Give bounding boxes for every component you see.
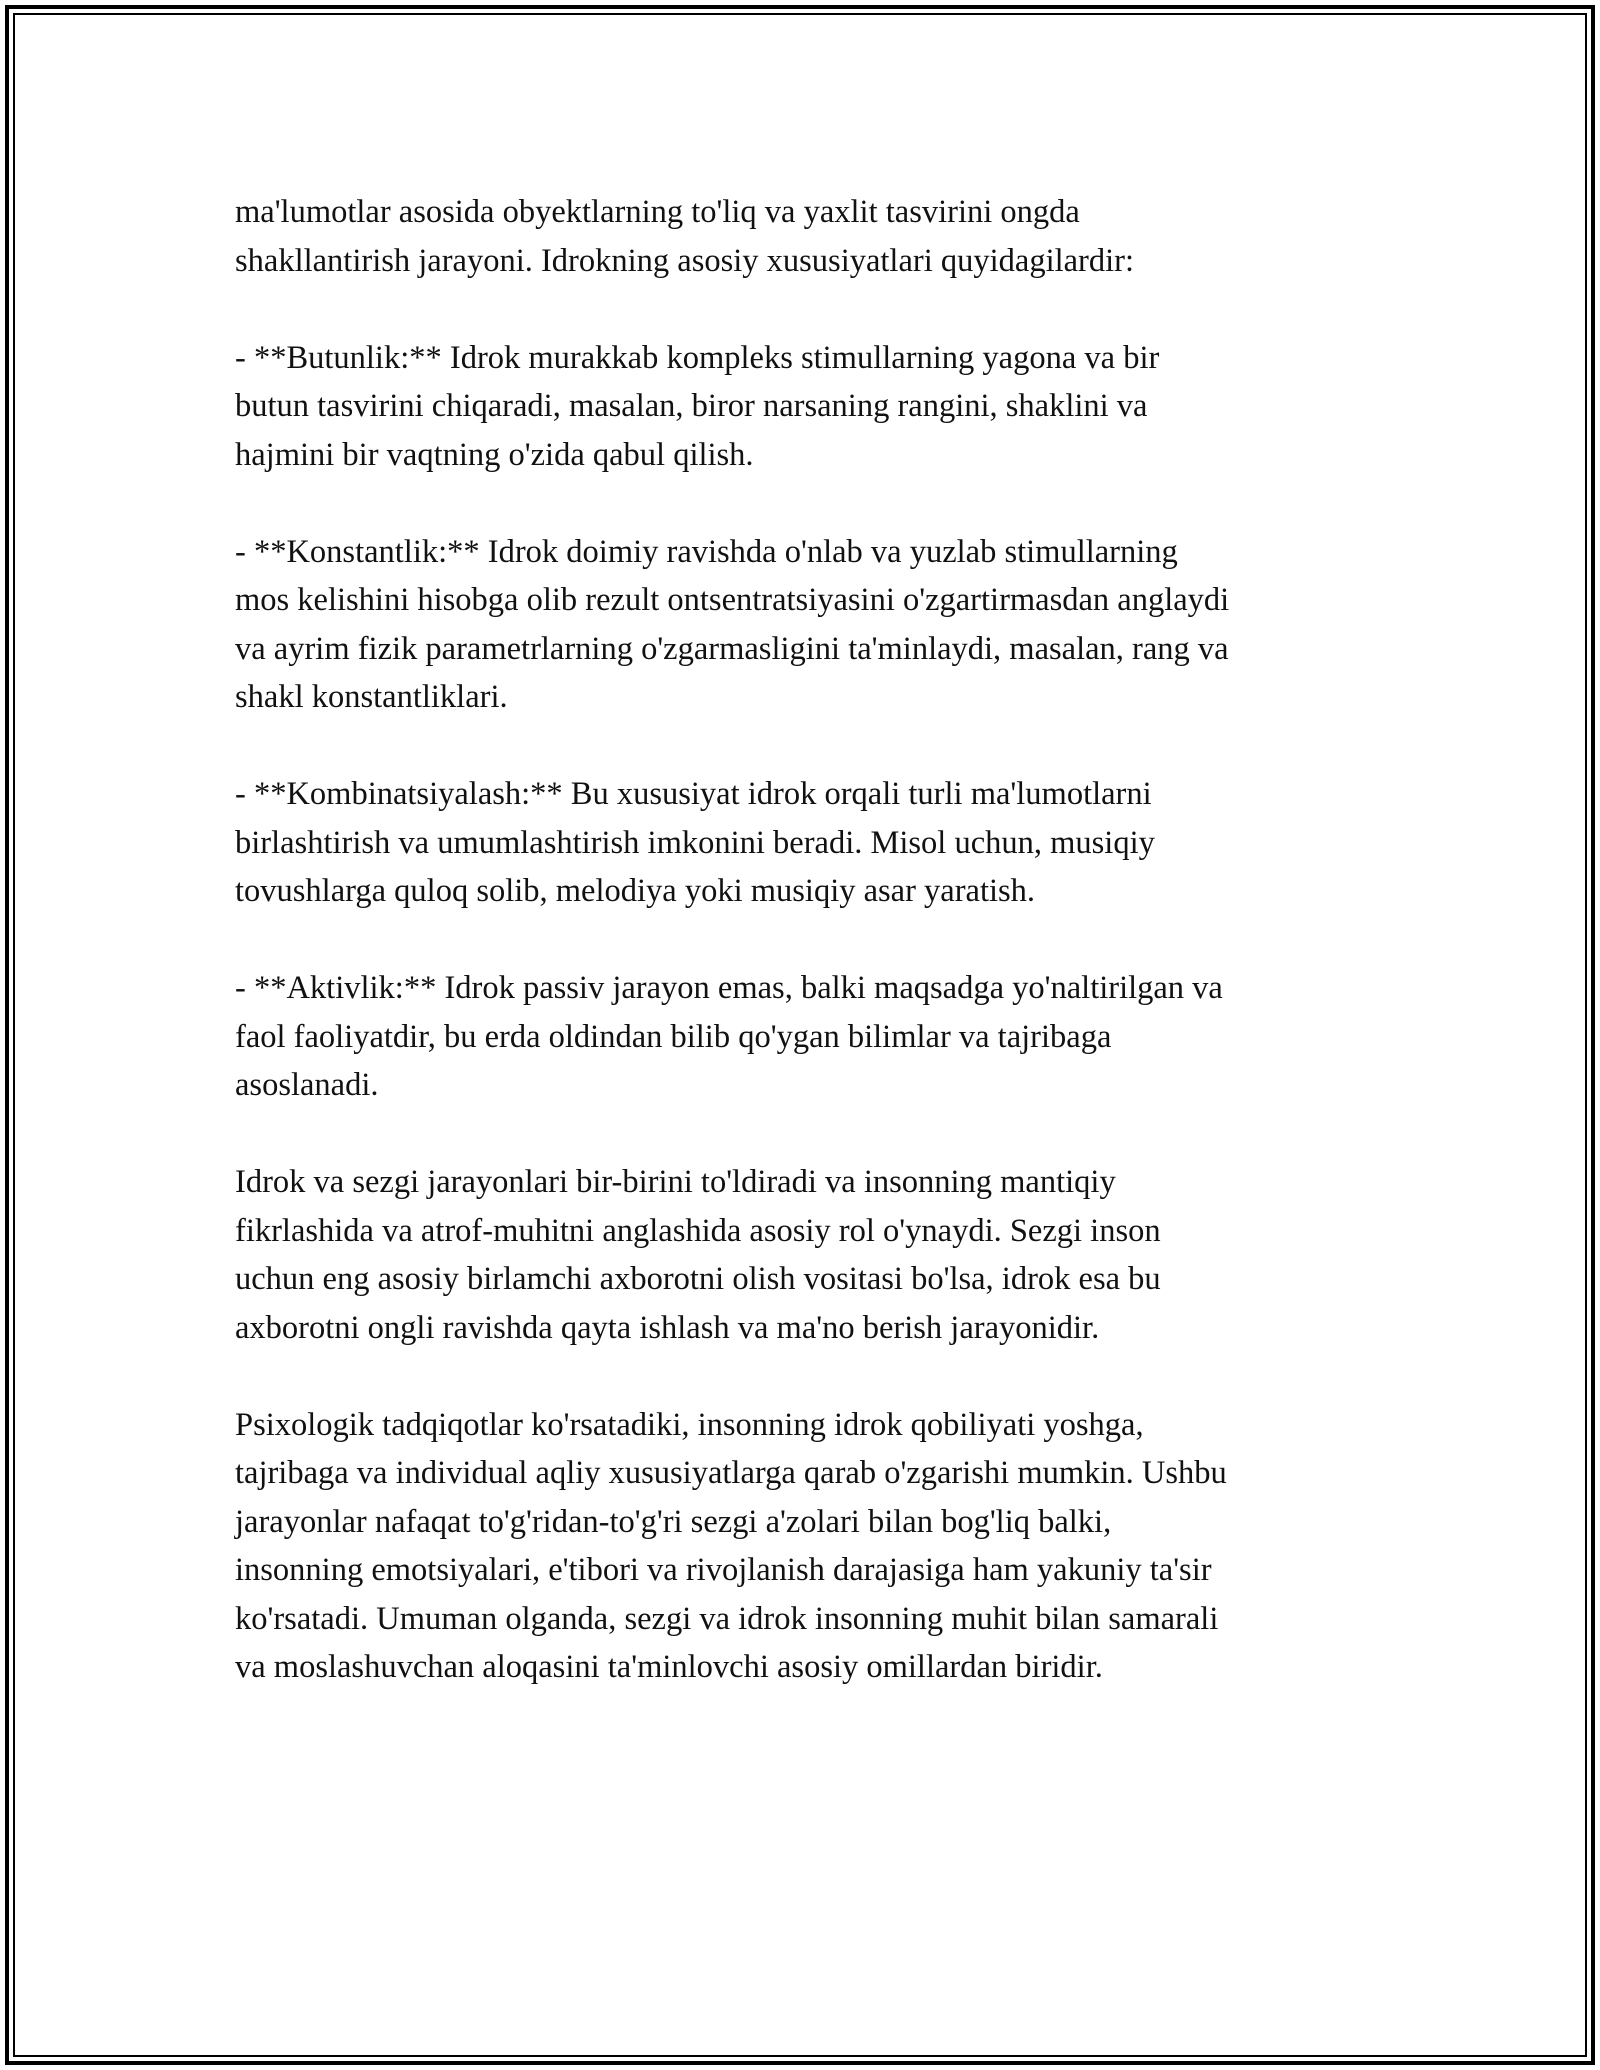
document-body bbox=[235, 188, 1365, 1692]
paragraph-psixologik: Psixologik tadqiqotlar ko'rsatadiki, insonning idrok qobiliyati yoshga, tajribaga va individual aqliy xususiyatlarga qarab o'zgarishi mumkin. Ushbu jarayonlar nafaqat to'g'ridan-to'g'ri sezgi a'zolari bilan bog'liq balki, insonning emotsiyalari, e'tibori va rivojlanish darajasiga ham yakuniy ta'sir ko'rsatadi. Umuman olganda, sezgi va idrok insonning muhit bilan samarali va moslashuvchan aloqasini ta'minlovchi asosiy omillardan biridir. bbox=[235, 1406, 1227, 1685]
paragraph-intro: ma'lumotlar asosida obyektlarning to'liq va yaxlit tasvirini ongda shakllantirish jarayoni. Idrokning asosiy xususiyatlari quyidagilardir: bbox=[235, 194, 1135, 279]
paragraph-konstantlik: - **Konstantlik:** Idrok doimiy ravishda o'nlab va yuzlab stimullarning mos kelishini hisobga olib rezult ontsentratsiyasini o'zgartirmasdan anglaydi va ayrim fizik parametrlarning o'zgarmasligini ta'minlaydi, masalan, rang va shakl konstantliklari. bbox=[235, 533, 1230, 715]
paragraph-butunlik: - **Butunlik:** Idrok murakkab kompleks stimullarning yagona va bir butun tasvirini chiqaradi, masalan, biror narsaning rangini, shaklini va hajmini bir vaqtning o'zida qabul qilish. bbox=[235, 339, 1160, 473]
paragraph-aktivlik: - **Aktivlik:** Idrok passiv jarayon emas, balki maqsadga yo'naltirilgan va faol faoliyatdir, bu erda oldindan bilib qo'ygan bilimlar va tajribaga asoslanadi. bbox=[235, 970, 1223, 1103]
paragraph-kombinatsiyalash: - **Kombinatsiyalash:** Bu xususiyat idrok orqali turli ma'lumotlarni birlashtirish va umumlashtirish imkonini beradi. Misol uchun, musiqiy tovushlarga quloq solib, melodiya yoki musiqiy asar yaratish. bbox=[235, 776, 1155, 909]
paragraph-idrok-sezgi: Idrok va sezgi jarayonlari bir-birini to'ldiradi va insonning mantiqiy fikrlashida va atrof-muhitni anglashida asosiy rol o'ynaydi. Sezgi inson uchun eng asosiy birlamchi axborotni olish vositasi bo'lsa, idrok esa bu axborotni ongli ravishda qayta ishlash va ma'no berish jarayonidir. bbox=[235, 1164, 1161, 1346]
